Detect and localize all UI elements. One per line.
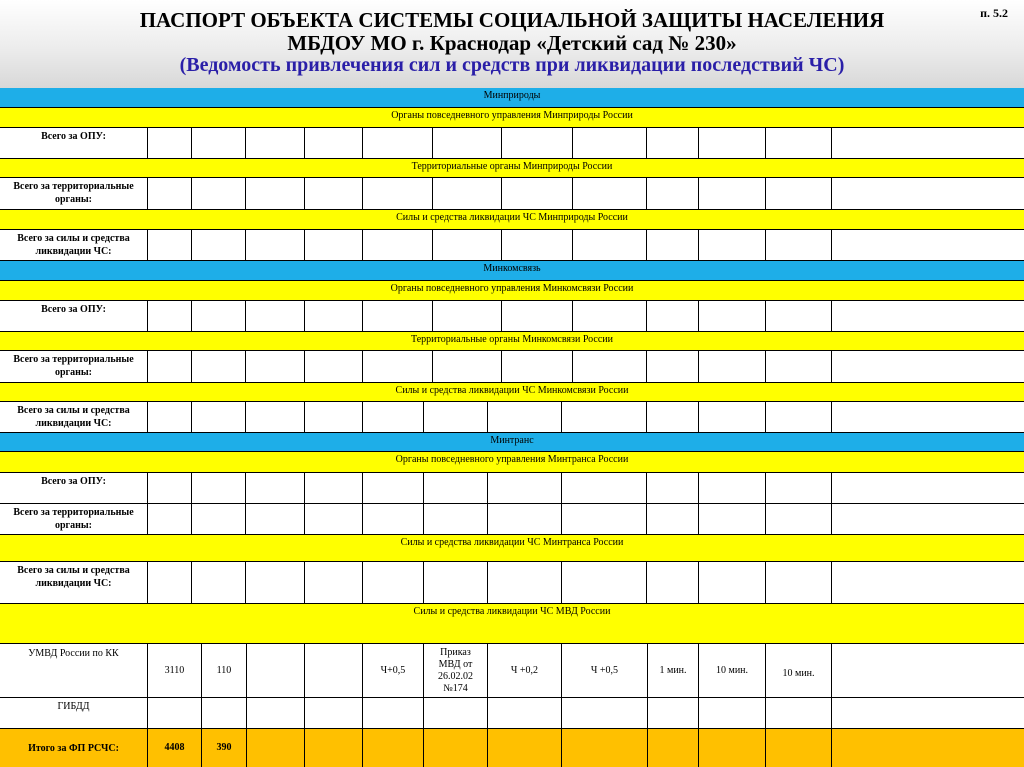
empty-cell: [646, 301, 698, 331]
empty-cell: [561, 473, 646, 503]
empty-cell: [245, 473, 304, 503]
total-label: Итого за ФП РСЧС:: [28, 742, 119, 754]
empty-cell: [646, 351, 698, 382]
empty-cell: [501, 128, 572, 158]
table-row: [0, 128, 1024, 159]
empty-cell: [304, 128, 362, 158]
empty-cell: [362, 473, 423, 503]
empty-cell: [432, 301, 501, 331]
cell-c11: 10 мин.: [765, 644, 831, 697]
empty-cell: [191, 562, 245, 603]
empty-cell: [191, 504, 245, 534]
empty-cell: [423, 473, 487, 503]
empty-cell: [501, 178, 572, 209]
empty-cell: [362, 504, 423, 534]
empty-cell: [147, 504, 191, 534]
row-label: Всего за ОПУ:: [41, 476, 106, 487]
total-c10: [698, 729, 765, 767]
empty-cell: [765, 301, 831, 331]
table-row: [0, 562, 1024, 604]
empty-cell: [646, 402, 698, 432]
total-c9: [647, 729, 698, 767]
ministry-band-mtr: Минтранс: [0, 433, 1024, 452]
empty-cell: [245, 178, 304, 209]
cell-c10: 10 мин.: [698, 644, 765, 697]
empty-cell: [487, 504, 561, 534]
section-band-mpr-forces: Силы и средства ликвидации ЧС Минприроды России: [0, 210, 1024, 230]
empty-cell: [362, 698, 423, 728]
empty-cell: [423, 698, 487, 728]
empty-cell: [698, 230, 765, 260]
empty-cell: [245, 562, 304, 603]
empty-cell: [501, 301, 572, 331]
empty-cell: [501, 230, 572, 260]
slide-number: п. 5.2: [980, 6, 1008, 20]
empty-cell: [362, 562, 423, 603]
table-row: [0, 178, 1024, 210]
empty-cell: [831, 301, 1024, 331]
title-line-2: МБДОУ МО г. Краснодар «Детский сад № 230»: [287, 31, 737, 55]
row-label: Всего за территориальные органы:: [13, 507, 134, 531]
empty-cell: [432, 128, 501, 158]
empty-cell: [147, 178, 191, 209]
empty-cell: [147, 301, 191, 331]
empty-cell: [191, 301, 245, 331]
empty-cell: [572, 301, 646, 331]
empty-cell: [245, 402, 304, 432]
empty-cell: [487, 562, 561, 603]
cell-c9: 1 мин.: [647, 644, 698, 697]
row-label: Всего за территориальные органы:: [13, 354, 134, 378]
empty-cell: [191, 230, 245, 260]
empty-cell: [191, 473, 245, 503]
total-c8: [561, 729, 647, 767]
empty-cell: [362, 301, 432, 331]
empty-cell: [646, 230, 698, 260]
empty-cell: [246, 698, 304, 728]
section-band-mpr-opu: Органы повседневного управления Минприроды России: [0, 108, 1024, 128]
empty-cell: [646, 128, 698, 158]
empty-cell: [572, 128, 646, 158]
empty-cell: [362, 230, 432, 260]
total-c5: [362, 729, 423, 767]
empty-cell: [831, 473, 1024, 503]
empty-cell: [831, 698, 1024, 728]
empty-cell: [304, 402, 362, 432]
total-c11: [765, 729, 831, 767]
section-band-mks-terr: Территориальные органы Минкомсвязи России: [0, 332, 1024, 351]
empty-cell: [147, 230, 191, 260]
empty-cell: [647, 698, 698, 728]
subtitle: (Ведомость привлечения сил и средств при ликвидации последствий ЧС): [179, 54, 845, 76]
table-row: [0, 402, 1024, 433]
ministry-band-mks: Минкомсвязь: [0, 261, 1024, 281]
empty-cell: [698, 351, 765, 382]
section-band-mtr-opu: Органы повседневного управления Минтранса России: [0, 452, 1024, 473]
slide-header: [0, 0, 1024, 88]
empty-cell: [362, 351, 432, 382]
empty-cell: [423, 402, 487, 432]
empty-cell: [765, 698, 831, 728]
total-c12: [831, 729, 1024, 767]
cell-c6: Приказ МВД от 26.02.02 №174: [423, 644, 487, 697]
empty-cell: [191, 402, 245, 432]
ministry-band-mpr: Минприроды: [0, 88, 1024, 108]
section-band-mks-forces: Силы и средства ликвидации ЧС Минкомсвязи России: [0, 383, 1024, 402]
empty-cell: [245, 351, 304, 382]
total-c3: [246, 729, 304, 767]
empty-cell: [698, 473, 765, 503]
empty-cell: [487, 402, 561, 432]
empty-cell: [245, 230, 304, 260]
table-row-umvd: [0, 644, 1024, 698]
cell-c8: Ч +0,5: [561, 644, 647, 697]
total-c1: 4408: [147, 729, 201, 767]
row-label: Всего за ОПУ:: [41, 304, 106, 315]
row-label: Всего за силы и средства ликвидации ЧС:: [17, 405, 130, 429]
empty-cell: [191, 128, 245, 158]
empty-cell: [561, 562, 646, 603]
empty-cell: [765, 128, 831, 158]
empty-cell: [831, 562, 1024, 603]
empty-cell: [831, 402, 1024, 432]
empty-cell: [304, 473, 362, 503]
section-band-mks-opu: Органы повседневного управления Минкомсвязи России: [0, 281, 1024, 301]
section-band-mtr-forces: Силы и средства ликвидации ЧС Минтранса России: [0, 535, 1024, 562]
empty-cell: [362, 402, 423, 432]
empty-cell: [698, 562, 765, 603]
empty-cell: [646, 473, 698, 503]
total-c7: [487, 729, 561, 767]
table-row-gibdd: [0, 698, 1024, 729]
empty-cell: [432, 230, 501, 260]
empty-cell: [432, 178, 501, 209]
empty-cell: [698, 178, 765, 209]
empty-cell: [304, 230, 362, 260]
empty-cell: [487, 698, 561, 728]
empty-cell: [765, 562, 831, 603]
empty-cell: [423, 562, 487, 603]
empty-cell: [765, 178, 831, 209]
table-row: [0, 504, 1024, 535]
empty-cell: [765, 504, 831, 534]
empty-cell: [646, 504, 698, 534]
empty-cell: [245, 301, 304, 331]
empty-cell: [831, 128, 1024, 158]
total-c4: [304, 729, 362, 767]
row-label: Всего за ОПУ:: [41, 131, 106, 142]
empty-cell: [561, 402, 646, 432]
table-row: [0, 230, 1024, 261]
row-label: УМВД России по КК: [28, 648, 119, 659]
cell-c1: 3110: [147, 644, 201, 697]
empty-cell: [304, 562, 362, 603]
empty-cell: [147, 128, 191, 158]
empty-cell: [646, 178, 698, 209]
section-band-mpr-terr: Территориальные органы Минприроды России: [0, 159, 1024, 178]
table-row: [0, 301, 1024, 332]
table-row: [0, 351, 1024, 383]
section-band-mvd-forces: Силы и средства ликвидации ЧС МВД России: [0, 604, 1024, 644]
row-label: Всего за территориальные органы:: [13, 181, 134, 205]
empty-cell: [304, 301, 362, 331]
empty-cell: [698, 698, 765, 728]
row-label: Всего за силы и средства ликвидации ЧС:: [17, 233, 130, 257]
empty-cell: [765, 473, 831, 503]
cell-c12: [831, 644, 1024, 697]
empty-cell: [698, 301, 765, 331]
empty-cell: [147, 698, 201, 728]
empty-cell: [362, 128, 432, 158]
empty-cell: [698, 504, 765, 534]
empty-cell: [201, 698, 246, 728]
empty-cell: [831, 178, 1024, 209]
row-label: ГИБДД: [57, 701, 90, 712]
table-row-total: [0, 729, 1024, 767]
empty-cell: [831, 504, 1024, 534]
total-c2: 390: [201, 729, 246, 767]
empty-cell: [572, 178, 646, 209]
empty-cell: [831, 230, 1024, 260]
empty-cell: [572, 230, 646, 260]
empty-cell: [572, 351, 646, 382]
empty-cell: [765, 402, 831, 432]
cell-c4: [304, 644, 362, 697]
cell-c2: 110: [201, 644, 246, 697]
empty-cell: [147, 562, 191, 603]
empty-cell: [698, 128, 765, 158]
empty-cell: [191, 178, 245, 209]
empty-cell: [245, 504, 304, 534]
empty-cell: [646, 562, 698, 603]
empty-cell: [304, 698, 362, 728]
empty-cell: [423, 504, 487, 534]
empty-cell: [561, 504, 646, 534]
empty-cell: [245, 128, 304, 158]
empty-cell: [831, 351, 1024, 382]
empty-cell: [698, 402, 765, 432]
table-row: [0, 473, 1024, 504]
empty-cell: [191, 351, 245, 382]
empty-cell: [304, 504, 362, 534]
cell-c7: Ч +0,2: [487, 644, 561, 697]
empty-cell: [561, 698, 647, 728]
empty-cell: [147, 473, 191, 503]
empty-cell: [765, 351, 831, 382]
empty-cell: [487, 473, 561, 503]
empty-cell: [304, 351, 362, 382]
cell-c5: Ч+0,5: [362, 644, 423, 697]
empty-cell: [304, 178, 362, 209]
row-label: Всего за силы и средства ликвидации ЧС:: [17, 565, 130, 589]
empty-cell: [362, 178, 432, 209]
title-line-1: ПАСПОРТ ОБЪЕКТА СИСТЕМЫ СОЦИАЛЬНОЙ ЗАЩИТЫ НАСЕЛЕНИЯ: [139, 8, 885, 32]
empty-cell: [765, 230, 831, 260]
cell-c3: [246, 644, 304, 697]
empty-cell: [432, 351, 501, 382]
empty-cell: [147, 351, 191, 382]
total-c6: [423, 729, 487, 767]
empty-cell: [147, 402, 191, 432]
empty-cell: [501, 351, 572, 382]
